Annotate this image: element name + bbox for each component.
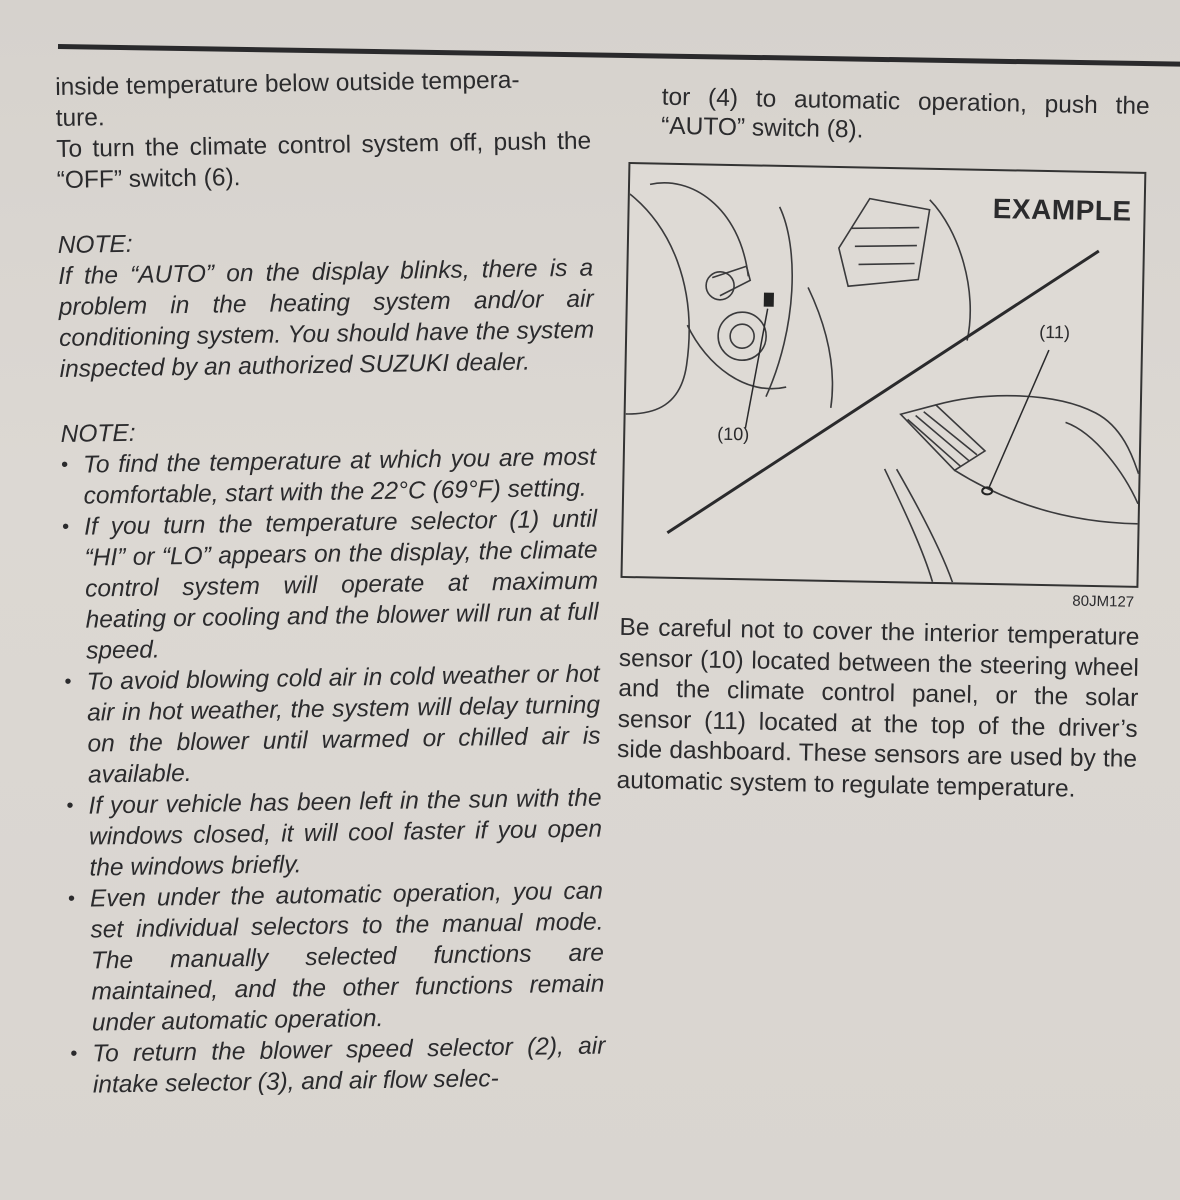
divider-line — [667, 243, 1098, 541]
note-item: • To find the temperature at which you are most comfortable, start with the 22°C (69°F) setting. — [61, 442, 597, 512]
sensor-caption: Be careful not to cover the interior temperature sensor (10) located between the steering wheel and the climate control panel, or the solar sensor (11) located at the top of the driver’s side dashboard. These sensors are used by the automatic system to regulate temperature. — [616, 613, 1140, 803]
right-column — [616, 82, 1150, 830]
intro-line-1: inside temperature below outside tempera- — [55, 66, 520, 101]
callout-11: (11) — [1039, 321, 1071, 343]
left-column — [55, 64, 606, 1101]
header-rule — [58, 44, 1180, 67]
off-instruction: To turn the climate control system off, push the “OFF” switch (6). — [56, 127, 592, 194]
figure-title: EXAMPLE — [992, 192, 1132, 227]
interior-temperature-sensor — [764, 293, 774, 307]
dashboard-illustration — [623, 164, 1145, 586]
intro-line-2: ture. — [55, 104, 105, 132]
steering-wheel-outline — [626, 194, 692, 415]
leader-line-11 — [989, 349, 1049, 488]
continuation-text: tor (4) to automatic operation, push the “AUTO” switch (8). — [660, 83, 1150, 144]
note-2-list — [61, 442, 606, 1101]
note-item: • To return the blower speed selector (2), air intake selector (3), and air flow selec- — [70, 1030, 606, 1100]
callout-10: (10) — [717, 423, 750, 445]
air-vent — [838, 198, 930, 288]
note-item: • If you turn the temperature selector (1) until “HI” or “LO” appears on the display, the climate control system will operate at maximum heating or cooling and the blower will run at full speed. — [62, 504, 599, 667]
figure-code: 80JM127 — [1072, 592, 1135, 611]
note-1-heading: NOTE: — [57, 230, 133, 259]
note-item: • If your vehicle has been left in the sun with the windows closed, it will cool faster if you open the windows briefly. — [66, 783, 602, 884]
sensor-location-figure — [620, 162, 1146, 588]
note-item: • Even under the automatic operation, you can set individual selectors to the manual mode. The manually selected functions are maintained, and the other functions remain under automatic operation. — [68, 875, 605, 1038]
note-2-heading: NOTE: — [60, 419, 136, 448]
note-item: • To avoid blowing cold air in cold weather or hot air in hot weather, the system will delay turning on the blower until warmed or chilled air is available. — [64, 659, 601, 791]
note-1-text: If the “AUTO” on the display blinks, there is a problem in the heating system and/or air conditioning system. You should have the system inspected by an authorized SUZUKI dealer. — [58, 254, 595, 383]
